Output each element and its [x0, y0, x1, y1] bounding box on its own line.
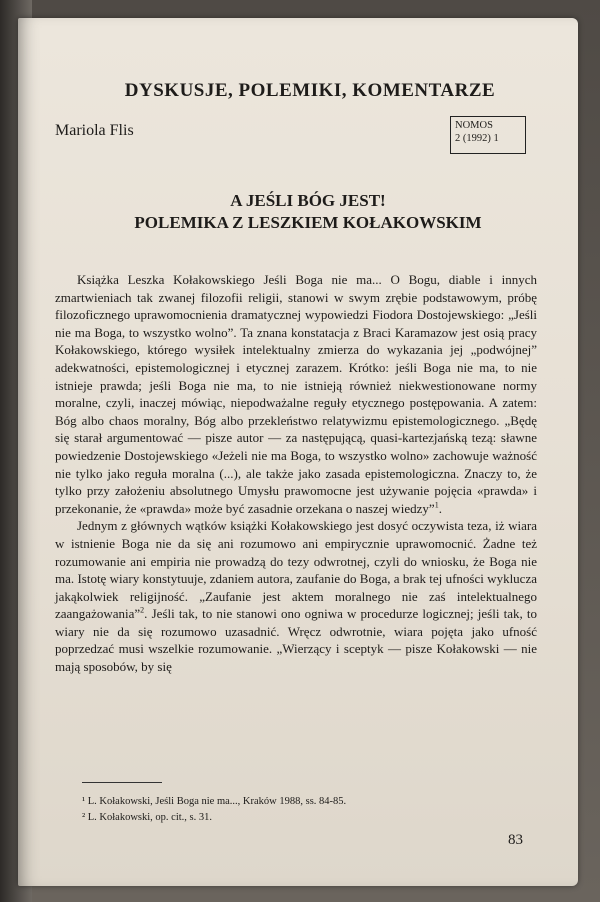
paragraph-1: Książka Leszka Kołakowskiego Jeśli Boga nie ma... O Bogu, diable i innych zmartwieniach tak zwanej filozofii religii, stanowi w swym zrębie podstawowym, próbę filozoficznego uprawomocnienia dramatycznej wypowiedzi Fiodora Dostojewskiego: „Jeśli nie ma Boga, to wszystko wolno”. Ta znana konstatacja z Braci Karamazow jest osią pracy Kołakowskiego, którego wysiłek intelektualny zmierza do wykazania jej „podwójnej” adekwatności, epistemologicznej i etycznej zarazem. Krótko: jeśli Boga nie ma, to nie istnieje prawda; jeśli Boga nie ma, to nie istnieją również niekwestionowane normy moralne, czyli, inaczej mówiąc, niepodważalne reguły etycznego postępowania. A zatem: Bóg albo chaos moralny, Bóg albo przekleństwo relatywizmu epistemologicznego. „Będę się starał argumentować — pisze autor — za następującą, quasi-kartezjańską tezą: sławne powiedzenie Dostojewskiego «Jeżeli nie ma Boga, to wszystko wolno» zachowuje ważność nie tylko jako reguła moralna (...), ale także jako zasada epistemologiczna. Znaczy to, że tylko przy założeniu absolutnego Umysłu prawomocne jest używanie pojęcia «prawda» i przekonanie, że «prawda» może być zasadnie orzekana o naszej wiedzy”$^1$. [55, 272, 537, 516]
footnote-divider [82, 782, 162, 783]
author-name: Mariola Flis [55, 122, 134, 139]
paragraph-2-text: Jednym z głównych wątków książki Kołakowskiego jest dosyć oczywista teza, iż wiara w istnienie Boga nie da się ani rozumowo ani empirycznie uprawomocnić. Żadne też rozumowanie ani empiria nie prowadzą do tezy odwrotnej, czyli do wniosku, że Boga nie ma. Istotę wiary konstytuuje, zdaniem autora, zaufanie do Boga, a brak tej ufności wyklucza jakąkolwiek religijność. „Zaufanie jest aktem moralnego nie zaś intelektualnego zaangażowania” [55, 518, 537, 622]
footnote-2: ² L. Kołakowski, op. cit., s. 31. [82, 812, 213, 823]
footnote-marker-2: 2 [140, 605, 145, 615]
footnotes [82, 794, 522, 826]
page-number: 83 [508, 832, 523, 848]
book-page [18, 18, 578, 886]
paragraph-2 [55, 517, 537, 675]
footnote-marker-1: 1 [434, 500, 439, 510]
journal-reference-box [450, 116, 526, 154]
journal-issue: 2 (1992) 1 [455, 133, 499, 144]
journal-name: NOMOS [455, 120, 493, 131]
footnote-1: ¹ L. Kołakowski, Jeśli Boga nie ma..., Kraków 1988, ss. 84-85. [82, 796, 347, 807]
article-body [55, 271, 537, 676]
paragraph-2-continuation: . Jeśli tak, to nie stanowi ono ogniwa w procedurze logicznej; jeśli tak, to wiary nie da się rozumowo uzasadnić. Wręcz odwrotnie, wiara pojęta jako ufność poprzedzać musi wszelkie rozumowanie. „Wierzący i sceptyk — pisze Kołakowski — nie mają sposobów, by się [55, 606, 537, 675]
article-title-line-1: A JEŚLI BÓG JEST! [230, 191, 386, 210]
section-title: DYSKUSJE, POLEMIKI, KOMENTARZE [124, 80, 496, 101]
article-title-line-2: POLEMIKA Z LESZKIEM KOŁAKOWSKIM [134, 213, 482, 232]
paragraph-1-text: Książka Leszka Kołakowskiego Jeśli Boga nie ma... O Bogu, diable i innych zmartwieniach tak zwanej filozofii religii, stanowi w swym zrębie podstawowym, próbę filozoficznego uprawomocnienia dramatycznej wypowiedzi Fiodora Dostojewskiego: „Jeśli nie ma Boga, to wszystko wolno”. Ta znana konstatacja z Braci Karamazow jest osią pracy Kołakowskiego, którego wysiłek intelektualny zmierza do wykazania jej „podwójnej” adekwatności, epistemologicznej i etycznej zarazem. Krótko: jeśli Boga nie ma, to nie istnieje prawda; jeśli Boga nie ma, to nie istnieją również niekwestionowane normy moralne, czyli, inaczej mówiąc, niepodważalne reguły etycznego postępowania. A zatem: Bóg albo chaos moralny, Bóg albo przekleństwo relatywizmu epistemologicznego. „Będę się starał argumentować — pisze autor — za następującą, quasi-kartezjańską tezą: sławne powiedzenie Dostojewskiego «Jeżeli nie ma Boga, to wszystko wolno» zachowuje ważność nie tylko jako reguła moralna (...), ale także jako zasada epistemologiczna. Znaczy to, że tylko przy założeniu absolutnego Umysłu prawomocne jest używanie pojęcia «prawda» i przekonanie, że «prawda» może być zasadnie orzekana o naszej wiedzy” [55, 272, 537, 516]
article-title [78, 190, 538, 234]
